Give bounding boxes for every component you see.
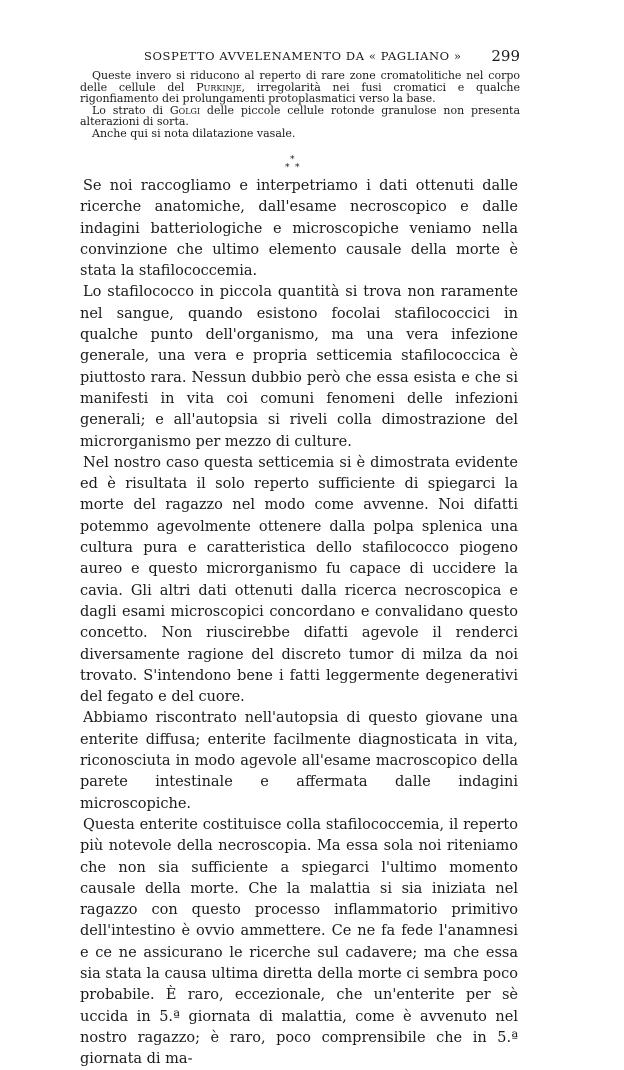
author-name-golgi: Golgi xyxy=(169,103,201,117)
body-paragraph: Se noi raccogliamo e interpetriamo i dati ottenuti dalle ricerche anatomiche, dall'esame necroscopico e dalle indagini batteriologiche e microscopiche veniamo nella convinzione che ultimo elemento causale della morte è stata la stafilococcemia. xyxy=(80,178,518,280)
body-paragraph: Nel nostro caso questa setticemia si è dimostrata evidente ed è risultata il solo reperto sufficiente di spiegarci la morte del ragazzo nel modo come avvenne. Noi difatti potemmo agevolmente ottenere dalla polpa splenica una cultura pura e caratteristica dello stafilococco piogeno aureo e questo microrganismo fu capace di uccidere la cavia. Gli altri dati ottenuti dalla ricerca necroscopica e dagli esami microscopici concordano e convalidano questo concetto. Non riuscirebbe difatti agevole il renderci diversamente ragione del discreto tumor di milza da noi trovato. S'intendono bene i fatti leggermente degenerativi del fegato e del cuore. xyxy=(80,454,518,706)
running-title: SOSPETTO AVVELENAMENTO DA « PAGLIANO » xyxy=(144,49,462,63)
body-paragraph: Questa enterite costituisce colla stafilococcemia, il reperto più notevole della necroscopia. Ma essa sola noi riteniamo che non sia sufficiente a spiegarci l'ultimo momento causale della morte. Che la malattia si sia iniziata nel ragazzo con questo processo inflammatorio primitivo dell'intestino è ovvio ammettere. Ce ne fa fede l'anamnesi e ce ne assicurano le ricerche sul cadavere; ma che essa sia stata la causa ultima diretta della morte ci sembra poco probabile. È raro, eccezionale, che un'enterite per sè uccida in 5.ª giornata di malattia, come è avvenuto nel nostro ragazzo; è raro, poco comprensibile che in 5.ª giornata di ma- xyxy=(80,816,518,1068)
body-paragraph: Lo stafilococco in piccola quantità si trova non raramente nel sangue, quando esistono focolai stafilococcici in qualche punto dell'organismo, ma una vera infezione generale, una vera e propria setticemia stafilococcica è piuttosto rara. Nessun dubbio però che essa esista e che si manifesti in vita coi comuni fenomeni delle infezioni generali; e all'autopsia si riveli colla dimostrazione del microrganismo per mezzo di culture. xyxy=(80,284,518,450)
page-header xyxy=(80,47,520,67)
asterism-star: * xyxy=(285,163,290,173)
main-text xyxy=(80,176,518,1070)
section-separator-asterism xyxy=(282,154,306,176)
note-text: , irregolarità nei fusi cromatici e qualche rigonfiamento dei prolungamenti protoplasmatici verso la base. xyxy=(80,80,521,105)
body-paragraph: Abbiamo riscontrato nell'autopsia di questo giovane una enterite diffusa; enterite facilmente diagnosticata in vita, riconosciuta in modo agevole all'esame macroscopico della parete intestinale e affermata dalle indagini microscopiche. xyxy=(80,710,518,812)
small-print-notes xyxy=(80,70,520,139)
note-paragraph xyxy=(80,70,520,105)
note-paragraph: Anche qui si nota dilatazione vasale. xyxy=(92,126,296,140)
page-number: 299 xyxy=(491,47,520,65)
note-text: Lo strato di xyxy=(92,103,170,117)
author-name-purkinje: Purkinje xyxy=(196,80,242,94)
asterism-star: * xyxy=(290,155,295,165)
note-text: delle piccole cellule rotonde granulose non presenta alterazioni di sorta. xyxy=(80,103,521,128)
asterism-star: * xyxy=(295,163,300,173)
note-paragraph xyxy=(80,105,520,128)
note-text: Queste invero si riducono al reperto di rare zone cromatolitiche nel corpo delle cellule del xyxy=(80,69,520,94)
